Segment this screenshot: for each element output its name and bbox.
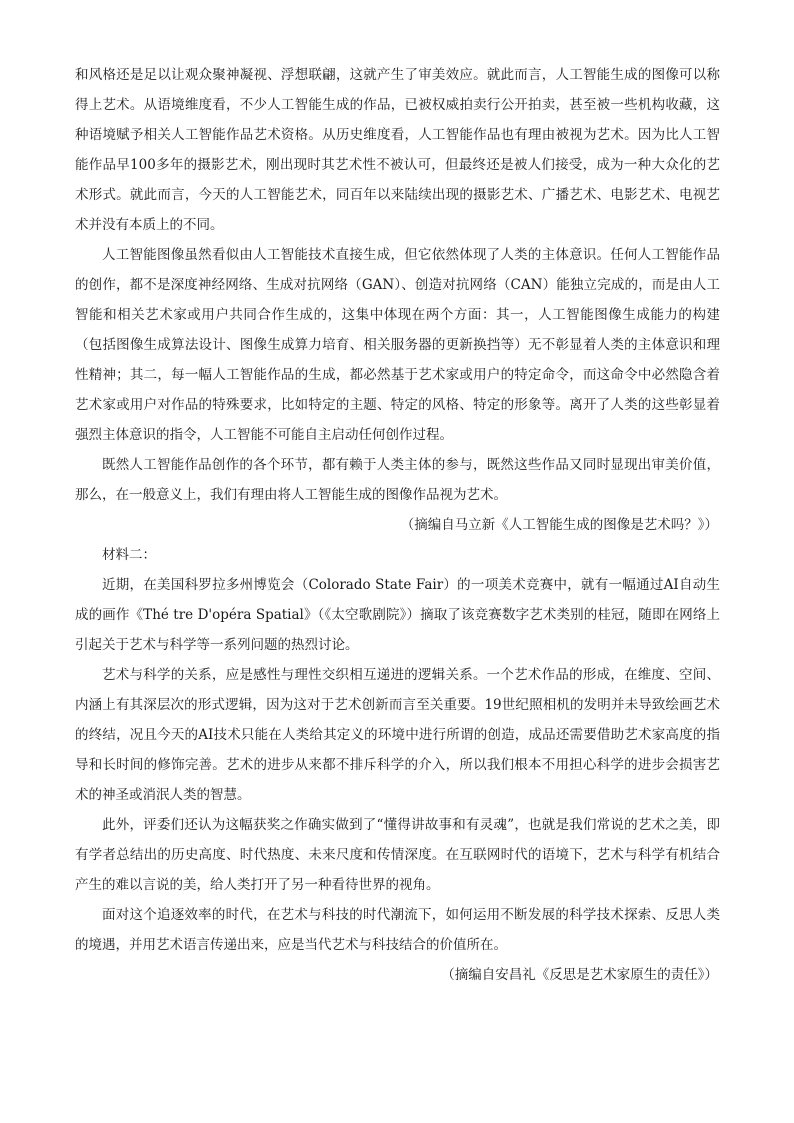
paragraph-art-science: 艺术与科学的关系，应是感性与理性交织相互递进的逻辑关系。一个艺术作品的形成，在维度、空间、内涵上有其深层次的形式逻辑，因为这对于艺术创新而言至关重要。19世纪照相机的发明并未导致绘画艺术的终结，况且今天的AI技术只能在人类给其定义的环境中进行所谓的创造，成品还需要借助艺术家高度的指导和长时间的修饰完善。艺术的进步从来都不排斥科学的介入，所以我们根本不用担心科学的进步会损害艺术的神圣或消泯人类的智慧。 (75, 667, 720, 803)
source-citation-two: （摘编自安昌礼《反思是艺术家原生的责任》） (441, 967, 718, 983)
document-page (75, 60, 720, 990)
paragraph-conclusion: 既然人工智能作品创作的各个环节，都有赖于人类主体的参与，既然这些作品又同时显现出审美价值，那么，在一般意义上，我们有理由将人工智能生成的图像作品视为艺术。 (75, 457, 720, 503)
paragraph-judges: 此外，评委们还认为这幅获奖之作确实做到了“懂得讲故事和有灵魂”，也就是我们常说的艺术之美，即有学者总结出的历史高度、时代热度、未来尺度和传情深度。在互联网时代的语境下，艺术与科学有机结合产生的难以言说的美，给人类打开了另一种看待世界的视角。 (75, 817, 720, 893)
material-two-heading: 材料二： (102, 547, 156, 563)
paragraph-continuation: 和风格还是足以让观众聚神凝视、浮想联翩，这就产生了审美效应。就此而言，人工智能生成的图像可以称得上艺术。从语境维度看，不少人工智能生成的作品，已被权威拍卖行公开拍卖，甚至被一些机构收藏，这种语境赋予相关人工智能作品艺术资格。从历史维度看，人工智能作品也有理由被视为艺术。因为比人工智能作品早100多年的摄影艺术，刚出现时其艺术性不被认可，但最终还是被人们接受，成为一种大众化的艺术形式。就此而言，今天的人工智能艺术，同百年以来陆续出现的摄影艺术、广播艺术、电影艺术、电视艺术并没有本质上的不同。 (75, 67, 720, 233)
source-citation-one: （摘编自马立新《人工智能生成的图像是艺术吗？》） (400, 517, 718, 533)
paragraph-subject-consciousness: 人工智能图像虽然看似由人工智能技术直接生成，但它依然体现了人类的主体意识。任何人工智能作品的创作，都不是深度神经网络、生成对抗网络（GAN）、创造对抗网络（CAN）能独立完成的，而是由人工智能和相关艺术家或用户共同合作生成的，这集中体现在两个方面：其一，人工智能图像生成能力的构建（包括图像生成算法设计、图像生成算力培育、相关服务器的更新换挡等）无不彰显着人类的主体意识和理性精神；其二，每一幅人工智能作品的生成，都必然基于艺术家或用户的特定命令，而这命令中必然隐含着艺术家或用户对作品的特殊要求，比如特定的主题、特定的风格、特定的形象等。离开了人类的这些彰显着强烈主体意识的指令，人工智能不可能自主启动任何创作过程。 (75, 247, 720, 443)
paragraph-era: 面对这个追逐效率的时代，在艺术与科技的时代潮流下，如何运用不断发展的科学技术探索、反思人类的境遇，并用艺术语言传递出来，应是当代艺术与科技结合的价值所在。 (75, 907, 720, 953)
paragraph-colorado-fair: 近期，在美国科罗拉多州博览会（Colorado State Fair）的一项美术竞赛中，就有一幅通过AI自动生成的画作《Thé tre D'opéra Spatial》（《太空歌剧院》）摘取了该竞赛数字艺术类别的桂冠，随即在网络上引起关于艺术与科学等一系列问题的热烈讨论。 (75, 577, 720, 653)
